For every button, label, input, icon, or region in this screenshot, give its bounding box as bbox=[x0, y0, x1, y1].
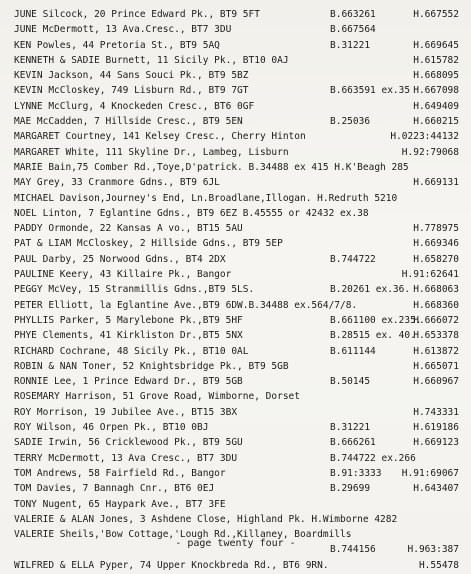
entry-name-address: MICHAEL Davison,Journey's End, Ln.Broadlane,Illogan. H.Redruth 5210 bbox=[14, 192, 398, 204]
entry-name-address: PAT & LIAM McCloskey, 2 Hillside Gdns., BT9 5EP bbox=[14, 238, 283, 250]
entry-business-phone: B.666261 bbox=[330, 437, 376, 449]
directory-list bbox=[0, 7, 471, 573]
entry-home-phone: H.613872 bbox=[413, 345, 459, 357]
directory-entry bbox=[0, 114, 471, 129]
entry-name-address: MARIE Bain,75 Comber Rd.,Toye,D'patrick. B.34488 ex 415 H.K'Beagh 285 bbox=[14, 161, 409, 173]
entry-name-address: PAUL Darby, 25 Norwood Gdns., BT4 2DX bbox=[14, 253, 226, 265]
directory-entry bbox=[0, 53, 471, 68]
entry-name-address: RICHARD Cochrane, 48 Sicily Pk., BT10 0AL bbox=[14, 345, 249, 357]
entry-name-address: JUNE Silcock, 20 Prince Edward Pk., BT9 5FT bbox=[14, 9, 260, 20]
entry-name-address: VALERIE & ALAN Jones, 3 Ashdene Close, Highland Pk. H.Wimborne 4282 bbox=[14, 513, 398, 525]
entry-name-address: PEGGY McVey, 15 Stranmillis Gdns.,BT9 5LS. bbox=[14, 284, 255, 296]
directory-entry bbox=[0, 374, 471, 389]
entry-name-address: LYNNE McClurg, 4 Knockeden Cresc., BT6 0GF bbox=[14, 100, 255, 112]
entry-home-phone: H.658270 bbox=[413, 253, 459, 265]
entry-home-phone: H.669131 bbox=[413, 177, 459, 189]
entry-home-phone: H.660967 bbox=[413, 376, 459, 388]
directory-entry bbox=[0, 451, 471, 466]
entry-home-phone: H.619186 bbox=[413, 422, 459, 434]
directory-entry bbox=[0, 129, 471, 144]
directory-entry bbox=[0, 267, 471, 282]
directory-entry bbox=[0, 221, 471, 236]
entry-business-phone: B.25036 bbox=[330, 116, 371, 128]
entry-home-phone: H.669123 bbox=[413, 437, 459, 449]
entry-name-address: ROSEMARY Harrison, 51 Grove Road, Wimborne, Dorset bbox=[14, 391, 300, 403]
entry-name-address: PAULINE Keery, 43 Killaire Pk., Bangor bbox=[14, 269, 232, 281]
entry-name-address: PHYLLIS Parker, 5 Marylebone Pk.,BT9 5HF bbox=[14, 314, 243, 326]
entry-home-phone: H.92:79068 bbox=[401, 146, 459, 158]
directory-entry bbox=[0, 7, 471, 22]
entry-business-phone: B.91:3333 bbox=[330, 467, 382, 479]
directory-entry bbox=[0, 99, 471, 114]
entry-home-phone: H.660215 bbox=[413, 116, 459, 128]
entry-home-phone: H.91:62641 bbox=[401, 269, 459, 281]
directory-entry bbox=[0, 481, 471, 496]
entry-name-address: MARGARET White, 111 Skyline Dr., Lambeg, Lisburn bbox=[14, 146, 289, 158]
entry-home-phone: H.668360 bbox=[413, 299, 459, 311]
directory-entry bbox=[0, 68, 471, 83]
directory-entry bbox=[0, 313, 471, 328]
directory-entry bbox=[0, 389, 471, 404]
entry-name-address: TERRY McDermott, 13 Ava Cresc., BT7 3DU bbox=[14, 452, 238, 464]
entry-home-phone: H.667098 bbox=[413, 85, 459, 97]
entry-home-phone: H.649409 bbox=[413, 100, 459, 112]
directory-entry bbox=[0, 160, 471, 175]
entry-name-address: SADIE Irwin, 56 Cricklewood Pk., BT9 5GU bbox=[14, 437, 243, 449]
entry-name-address: MAY Grey, 33 Cranmore Gdns., BT9 6JL bbox=[14, 177, 220, 189]
directory-entry bbox=[0, 512, 471, 527]
entry-name-address: NOEL Linton, 7 Eglantine Gdns., BT9 6EZ B.45555 or 42432 ex.38 bbox=[14, 207, 369, 219]
entry-home-phone: H.615782 bbox=[413, 54, 459, 66]
entry-home-phone: H.666072 bbox=[413, 314, 459, 326]
entry-business-phone: B.29699 bbox=[330, 483, 371, 495]
entry-name-address: TONY Nugent, 65 Haypark Ave., BT7 3FE bbox=[14, 498, 226, 510]
entry-business-phone: B.744156 bbox=[330, 544, 376, 556]
entry-home-phone: H.665071 bbox=[413, 360, 459, 372]
entry-home-phone: H.669645 bbox=[413, 39, 459, 51]
entry-name-address: RONNIE Lee, 1 Prince Edward Dr., BT9 5GB bbox=[14, 376, 243, 388]
directory-entry bbox=[0, 435, 471, 450]
entry-name-address: PETER Elliott, la Eglantine Ave.,BT9 6DW.B.34488 ex.564/7/8. bbox=[14, 299, 358, 311]
directory-entry bbox=[0, 405, 471, 420]
directory-entry bbox=[0, 558, 471, 573]
entry-name-address: KEVIN Jackson, 44 Sans Souci Pk., BT9 5BZ bbox=[14, 70, 249, 82]
entry-business-phone: B.661100 ex.235. bbox=[330, 314, 422, 326]
entry-home-phone: H.668063 bbox=[413, 284, 459, 296]
entry-name-address: TOM Davies, 7 Bannagh Cnr., BT6 0EJ bbox=[14, 483, 215, 495]
entry-business-phone: B.744722 ex.266 bbox=[330, 452, 416, 464]
entry-home-phone: H.668095 bbox=[413, 70, 459, 82]
page-footer: - page twenty four - bbox=[175, 538, 296, 549]
directory-entry bbox=[0, 175, 471, 190]
entry-name-address: ROY Morrison, 19 Jubilee Ave., BT15 3BX bbox=[14, 406, 238, 418]
entry-business-phone: B.663261 bbox=[330, 9, 376, 20]
directory-entry bbox=[0, 38, 471, 53]
directory-entry bbox=[0, 298, 471, 313]
entry-home-phone: H.669346 bbox=[413, 238, 459, 250]
entry-name-address: JUNE McDermott, 13 Ava.Cresc., BT7 3DU bbox=[14, 24, 232, 36]
entry-business-phone: B.50145 bbox=[330, 376, 371, 388]
entry-name-address: TOM Andrews, 58 Fairfield Rd., Bangor bbox=[14, 467, 226, 479]
directory-entry bbox=[0, 328, 471, 343]
directory-entry bbox=[0, 145, 471, 160]
entry-name-address: MAE McCadden, 7 Hillside Cresc., BT9 5EN bbox=[14, 116, 243, 128]
directory-entry bbox=[0, 344, 471, 359]
entry-business-phone: B.31221 bbox=[330, 422, 371, 434]
entry-business-phone: B.28515 ex. 40. bbox=[330, 330, 416, 342]
directory-entry bbox=[0, 236, 471, 251]
entry-name-address: VALERIE Sheils,'Bow Cottage,'Lough Rd.,Killaney, Boardmills bbox=[14, 529, 352, 541]
entry-name-address: ROY Wilson, 46 Orpen Pk., BT10 0BJ bbox=[14, 422, 209, 434]
entry-home-phone: H.667552 bbox=[413, 9, 459, 20]
entry-home-phone: H.963:387 bbox=[407, 544, 459, 556]
entry-name-address: PHYE Clements, 41 Kirkliston Dr.,BT5 5NX bbox=[14, 330, 243, 342]
entry-business-phone: B.663591 ex.35 bbox=[330, 85, 411, 97]
entry-business-phone: B.20261 ex.36. bbox=[330, 284, 411, 296]
entry-business-phone: B.31221 bbox=[330, 39, 371, 51]
entry-name-address: KEN Powles, 44 Pretoria St., BT9 5AQ bbox=[14, 39, 220, 51]
entry-name-address: WILFRED & ELLA Pyper, 74 Upper Knockbreda Rd., BT6 9RN. bbox=[14, 559, 329, 571]
entry-name-address: KENNETH & SADIE Burnett, 11 Sicily Pk., BT10 0AJ bbox=[14, 54, 289, 66]
entry-home-phone: H.643407 bbox=[413, 483, 459, 495]
directory-entry bbox=[0, 206, 471, 221]
entry-home-phone: H.0223:44132 bbox=[390, 131, 459, 143]
directory-entry bbox=[0, 359, 471, 374]
entry-business-phone: B.611144 bbox=[330, 345, 376, 357]
directory-entry bbox=[0, 282, 471, 297]
entry-name-address: KEVIN McCloskey, 749 Lisburn Rd., BT9 7GT bbox=[14, 85, 249, 97]
directory-entry bbox=[0, 252, 471, 267]
directory-entry bbox=[0, 466, 471, 481]
entry-business-phone: B.667564 bbox=[330, 24, 376, 36]
entry-name-address: MARGARET Courtney, 141 Kelsey Cresc., Cherry Hinton bbox=[14, 131, 306, 143]
entry-home-phone: H.55478 bbox=[418, 559, 459, 571]
directory-entry bbox=[0, 22, 471, 37]
entry-home-phone: H.743331 bbox=[413, 406, 459, 418]
entry-home-phone: H.653378 bbox=[413, 330, 459, 342]
entry-name-address: ROBIN & NAN Toner, 52 Knightsbridge Pk., BT9 5GB bbox=[14, 360, 289, 372]
entry-home-phone: H.778975 bbox=[413, 223, 459, 235]
directory-entry bbox=[0, 420, 471, 435]
directory-entry bbox=[0, 83, 471, 98]
entry-home-phone: H.91:69067 bbox=[401, 467, 459, 479]
entry-name-address: PADDY Ormonde, 22 Kansas A vo., BT15 5AU bbox=[14, 223, 243, 235]
directory-entry bbox=[0, 497, 471, 512]
directory-entry bbox=[0, 191, 471, 206]
entry-business-phone: B.744722 bbox=[330, 253, 376, 265]
